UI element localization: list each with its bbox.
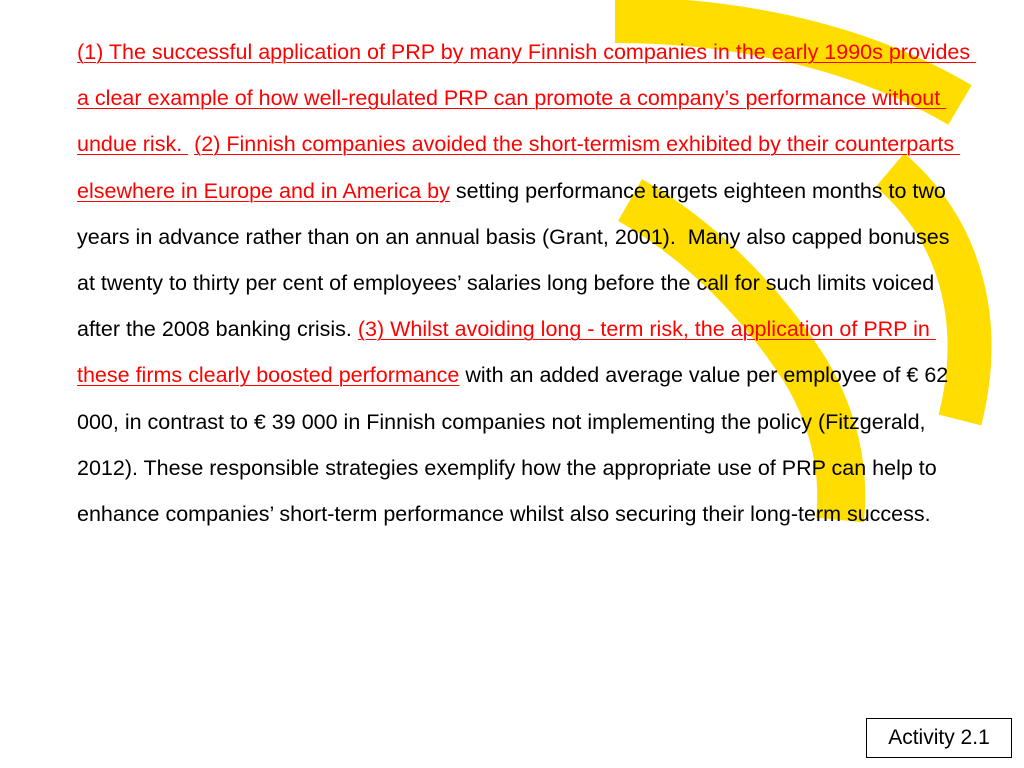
activity-label: Activity 2.1 (866, 718, 1012, 758)
sentence-3-highlight: (3) Whilst avoiding long - term risk, the application of PRP in these firms clearly boosted performance (77, 317, 936, 388)
sentence-3-rest: with an added average value per employee of € 62 000, in contrast to € 39 000 in Finnish companies not implementing the policy (Fitzgerald, 2012). These responsible strategies exemplify how the appropriate use of PRP can help to enhance companies’ short-term performance whilst also securing their long-term success. (77, 363, 955, 527)
sentence-2-highlight: (2) Finnish companies avoided the short-termism exhibited by their counterparts elsewhere in Europe and in America by (77, 132, 961, 203)
sentence-1-highlight: (1) The successful application of PRP by many Finnish companies in the early 1990s provides a clear example of how well-regulated PRP can promote a company’s performance without undue risk. (77, 40, 977, 157)
sentence-2-rest: setting performance targets eighteen months to two years in advance rather than on an annual basis (Grant, 2001). Many also capped bonuses at twenty to thirty per cent of employees’ salaries long before the call for such limits voiced after the 2008 banking crisis. (77, 178, 956, 342)
body-paragraph (77, 29, 977, 537)
